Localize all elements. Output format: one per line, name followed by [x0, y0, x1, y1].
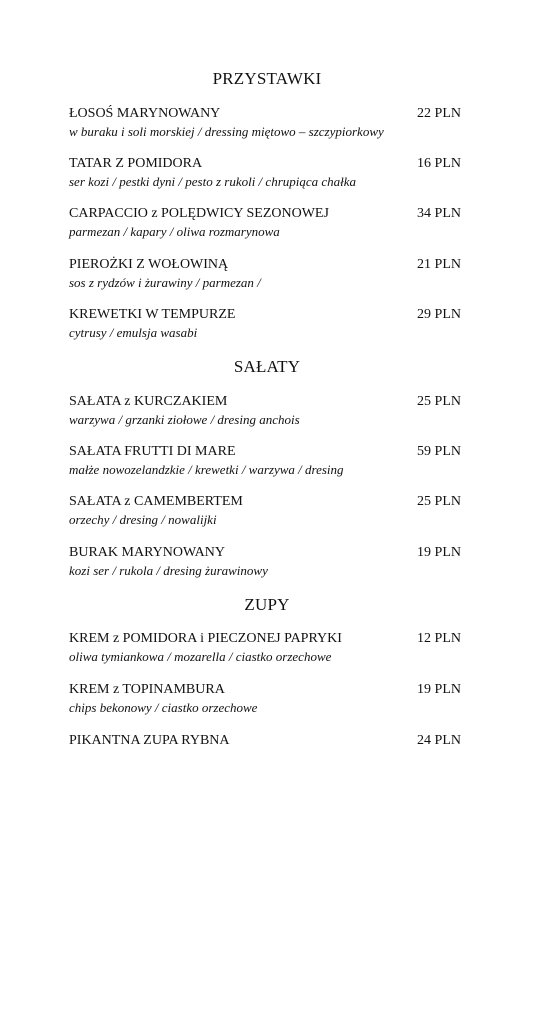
- menu-item-price: 25 PLN: [417, 494, 461, 509]
- menu-item-name: SAŁATA z CAMEMBERTEM: [69, 494, 243, 509]
- menu-item-price: 59 PLN: [417, 444, 461, 459]
- menu-item-name: CARPACCIO z POLĘDWICY SEZONOWEJ: [69, 206, 329, 221]
- menu-item: [69, 256, 461, 291]
- menu-item-description: sos z rydzów i żurawiny / parmezan /: [69, 275, 261, 290]
- menu-item-name: PIKANTNA ZUPA RYBNA: [69, 733, 230, 748]
- menu-item-name: KREM z TOPINAMBURA: [69, 682, 225, 697]
- menu-item-price: 19 PLN: [417, 682, 461, 697]
- menu-item-price: 22 PLN: [417, 106, 461, 121]
- menu-item-description: oliwa tymiankowa / mozarella / ciastko orzechowe: [69, 649, 332, 664]
- menu-item: [69, 544, 461, 579]
- menu-item-name: SAŁATA FRUTTI DI MARE: [69, 444, 236, 459]
- menu-item: [69, 105, 461, 140]
- menu-item: [69, 443, 461, 478]
- menu-item: [69, 205, 461, 240]
- menu-item-name: ŁOSOŚ MARYNOWANY: [69, 106, 221, 121]
- menu-item: [69, 493, 461, 528]
- menu-item-description: kozi ser / rukola / dresing żurawinowy: [69, 563, 268, 578]
- menu-item-price: 34 PLN: [417, 206, 461, 221]
- menu-item-price: 24 PLN: [417, 733, 461, 748]
- menu-item: [69, 306, 461, 341]
- menu-item-name: PIEROŻKI Z WOŁOWINĄ: [69, 257, 229, 272]
- menu-item-price: 19 PLN: [417, 545, 461, 560]
- menu-item: [69, 155, 461, 190]
- menu-item: [69, 393, 461, 428]
- menu-item: [69, 630, 461, 665]
- menu-item-description: parmezan / kapary / oliwa rozmarynowa: [69, 224, 280, 239]
- menu-item: [69, 732, 461, 750]
- menu-item-name: BURAK MARYNOWANY: [69, 545, 225, 560]
- menu-item-price: 25 PLN: [417, 394, 461, 409]
- menu-item-name: KREM z POMIDORA i PIECZONEJ PAPRYKI: [69, 631, 342, 646]
- menu-item-description: chips bekonowy / ciastko orzechowe: [69, 700, 258, 715]
- menu-item-price: 12 PLN: [417, 631, 461, 646]
- menu-item-description: warzywa / grzanki ziołowe / dresing anchois: [69, 412, 300, 427]
- menu-item-name: SAŁATA z KURCZAKIEM: [69, 394, 228, 409]
- section-title-salaty: SAŁATY: [233, 357, 301, 376]
- menu-item-price: 21 PLN: [417, 257, 461, 272]
- menu-item-description: ser kozi / pestki dyni / pesto z rukoli / chrupiąca chałka: [69, 174, 357, 189]
- menu-item-description: orzechy / dresing / nowalijki: [69, 512, 217, 527]
- menu-item: [69, 681, 461, 716]
- menu-item-price: 29 PLN: [417, 307, 461, 322]
- menu-item-description: małże nowozelandzkie / krewetki / warzywa / dresing: [69, 462, 344, 477]
- section-title-zupy: ZUPY: [244, 595, 290, 614]
- menu-item-price: 16 PLN: [417, 156, 461, 171]
- menu-item-name: TATAR Z POMIDORA: [69, 156, 203, 171]
- menu-item-description: w buraku i soli morskiej / dressing miętowo – szczypiorkowy: [69, 124, 384, 139]
- menu-item-description: cytrusy / emulsja wasabi: [69, 325, 198, 340]
- menu-item-name: KREWETKI W TEMPURZE: [69, 307, 236, 322]
- section-title-przystawki: PRZYSTAWKI: [212, 69, 322, 88]
